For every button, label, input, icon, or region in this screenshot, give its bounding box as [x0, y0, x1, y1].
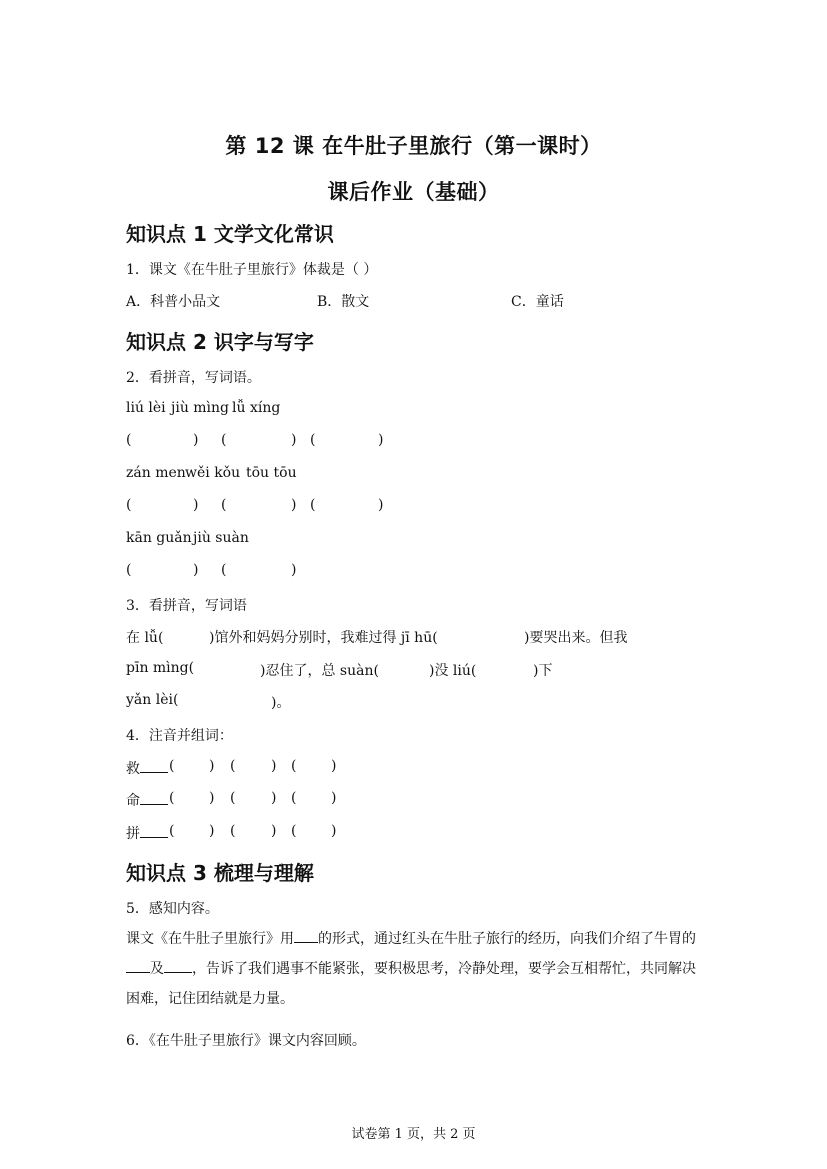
- q3-line3-part-b: )。: [271, 695, 291, 711]
- answer-blank-open: (: [169, 758, 175, 774]
- answer-blank-close: ): [291, 562, 297, 578]
- question-1-option-a: A．科普小品文: [126, 294, 221, 310]
- q3-line1-part-b: )馆外和妈妈分别时，我难过得 jī hū(: [209, 630, 438, 646]
- page-subtitle: 课后作业（基础）: [327, 180, 500, 204]
- fill-underline: [140, 758, 168, 773]
- answer-blank-close: ): [271, 823, 277, 839]
- answer-blank-close: ): [291, 432, 297, 448]
- q4-char: 命: [126, 793, 140, 809]
- pinyin-liu-lei: liú lèi: [126, 400, 166, 416]
- question-2-stem: 2．看拼音，写词语。: [126, 370, 261, 386]
- answer-blank-open: (: [291, 758, 297, 774]
- answer-blank-open: (: [126, 432, 132, 448]
- q3-line3-part-a: yǎn lèi(: [126, 692, 179, 708]
- q5-text-2: 的形式，通过红头在牛肚子旅行的经历，向我们介绍了牛胃: [318, 931, 682, 947]
- q3-line1-part-c: )要哭出来。但我: [524, 630, 628, 646]
- question-1-option-b: B．散文: [317, 294, 370, 310]
- pinyin-jiu-ming: jiù mìng: [171, 400, 230, 416]
- page-footer: 试卷第 1 页，共 2 页: [351, 1127, 476, 1142]
- question-4-stem: 4．注音并组词：: [126, 728, 233, 744]
- q3-line2-part-b: )忍住了，总 suàn(: [260, 663, 379, 679]
- answer-blank-close: ): [378, 432, 384, 448]
- q3-line1-part-a: 在 lǚ(: [126, 630, 164, 646]
- q4-char: 拼: [126, 826, 140, 842]
- question-5-paragraph: [126, 924, 702, 1014]
- answer-blank-close: ): [193, 432, 199, 448]
- answer-blank-open: (: [310, 432, 316, 448]
- q3-line2-part-a: pīn mìng(: [126, 660, 195, 676]
- section-heading-1: 知识点 1 文学文化常识: [126, 222, 334, 246]
- answer-blank-open: (: [221, 432, 227, 448]
- q5-text-4: 及: [150, 961, 164, 977]
- pinyin-wei-kou: wěi kǒu: [185, 465, 241, 481]
- q4-row-ming: [126, 790, 168, 810]
- answer-blank-close: ): [193, 497, 199, 513]
- answer-blank-close: ): [209, 823, 215, 839]
- question-3-stem: 3．看拼音，写词语: [126, 598, 247, 614]
- fill-underline: [140, 790, 168, 805]
- pinyin-lv-xing: lǚ xíng: [232, 400, 281, 416]
- answer-blank-open: (: [221, 562, 227, 578]
- q3-line2-part-d: )下: [533, 663, 553, 679]
- q5-text-5: ，告诉了我们遇事不能紧张，要积极思考，冷静处理，要学会互相帮忙，共同解决困难，记住团结就是力量。: [126, 961, 696, 1007]
- question-6-stem: 6．《在牛肚子里旅行》课文内容回顾。: [126, 1033, 366, 1049]
- answer-blank-close: ): [378, 497, 384, 513]
- fill-underline: [126, 958, 150, 973]
- answer-blank-open: (: [230, 758, 236, 774]
- q4-char: 救: [126, 761, 140, 777]
- answer-blank-close: ): [209, 758, 215, 774]
- section-heading-3: 知识点 3 梳理与理解: [126, 861, 314, 885]
- answer-blank-open: (: [169, 790, 175, 806]
- answer-blank-open: (: [291, 790, 297, 806]
- answer-blank-close: ): [193, 562, 199, 578]
- answer-blank-close: ): [209, 790, 215, 806]
- fill-underline: [164, 958, 192, 973]
- fill-underline: [140, 823, 168, 838]
- answer-blank-open: (: [230, 790, 236, 806]
- answer-blank-close: ): [331, 823, 337, 839]
- answer-blank-open: (: [221, 497, 227, 513]
- answer-blank-open: (: [126, 497, 132, 513]
- question-1-stem: 1．课文《在牛肚子里旅行》体裁是（ ）: [126, 262, 378, 278]
- q4-row-pin: [126, 823, 168, 843]
- answer-blank-close: ): [331, 758, 337, 774]
- question-5-stem: 5．感知内容。: [126, 901, 219, 917]
- fill-underline: [294, 928, 318, 943]
- answer-blank-close: ): [271, 790, 277, 806]
- answer-blank-open: (: [230, 823, 236, 839]
- question-1-option-c: C．童话: [511, 294, 564, 310]
- pinyin-tou-tou: tōu tōu: [246, 465, 297, 481]
- answer-blank-open: (: [310, 497, 316, 513]
- q4-row-jiu: [126, 758, 168, 778]
- q5-text-1: 课文《在牛肚子里旅行》用: [126, 931, 294, 947]
- answer-blank-close: ): [291, 497, 297, 513]
- pinyin-kan-guan: kān guǎn: [126, 530, 192, 546]
- section-heading-2: 知识点 2 识字与写字: [126, 330, 314, 354]
- q3-line2-part-c: )没 liú(: [429, 663, 477, 679]
- page-title: 第 12 课 在牛肚子里旅行（第一课时）: [225, 134, 602, 158]
- pinyin-jiu-suan: jiù suàn: [193, 530, 249, 546]
- answer-blank-close: ): [331, 790, 337, 806]
- answer-blank-open: (: [291, 823, 297, 839]
- pinyin-zan-men: zán men: [126, 465, 186, 481]
- answer-blank-open: (: [126, 562, 132, 578]
- answer-blank-close: ): [271, 758, 277, 774]
- answer-blank-open: (: [169, 823, 175, 839]
- q5-text-3: 的: [682, 931, 696, 947]
